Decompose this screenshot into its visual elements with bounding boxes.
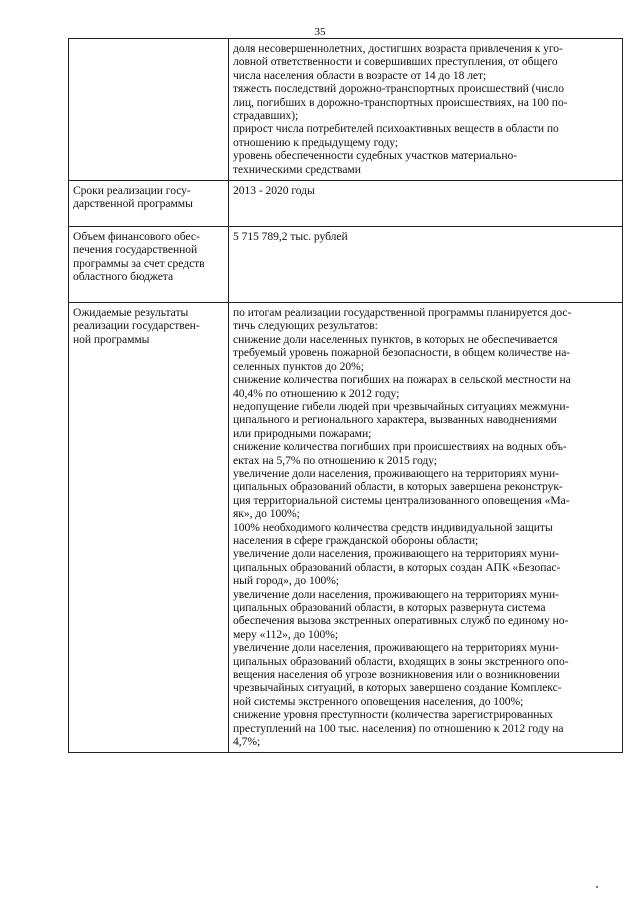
table-row bbox=[69, 303, 623, 753]
content-line: населения в сфере гражданской обороны области; bbox=[233, 533, 479, 547]
content-line: ципальных образований области, в которых создан АПК «Безопас- bbox=[233, 560, 561, 574]
content-line: ной системы экстренного оповещения населения, до 100%; bbox=[233, 694, 524, 708]
content-line: увеличение доли населения, проживающего на территориях муни- bbox=[233, 641, 559, 655]
label-line: реализации государствен- bbox=[73, 319, 200, 333]
content-line: увеличение доли населения, проживающего на территориях муни- bbox=[233, 587, 559, 601]
content-line: тичь следующих результатов: bbox=[233, 319, 378, 333]
content-line: селенных пунктов до 20%; bbox=[233, 359, 364, 373]
content-line: прирост числа потребителей психоактивных веществ в области по bbox=[233, 122, 559, 136]
content-line: обеспечения вызова экстренных оперативных служб по единому но- bbox=[233, 614, 569, 628]
table-row bbox=[69, 39, 623, 181]
row-content bbox=[229, 39, 623, 181]
content-line: тяжесть последствий дорожно-транспортных происшествий (число bbox=[233, 82, 564, 96]
content-line: увеличение доли населения, проживающего на территориях муни- bbox=[233, 547, 559, 561]
content-line: меру «112», до 100%; bbox=[233, 627, 339, 641]
row-content bbox=[229, 181, 623, 227]
content-line: ловной ответственности и совершивших преступления, от общего bbox=[233, 55, 558, 69]
content-line: 5 715 789,2 тыс. рублей bbox=[233, 230, 348, 244]
label-line: программы за счет средств bbox=[73, 256, 205, 270]
label-line: Объем финансового обес- bbox=[73, 230, 200, 244]
content-line: ципальных образований области, входящих в зоны экстренного опо- bbox=[233, 654, 569, 668]
label-line: Ожидаемые результаты bbox=[73, 306, 189, 320]
label-line: областного бюджета bbox=[73, 270, 174, 284]
content-line: ципальных образований области, в которых завершена реконструк- bbox=[233, 480, 563, 494]
content-line: отношению к предыдущему году; bbox=[233, 135, 399, 149]
content-line: вещения населения об угрозе возникновения или о возникновении bbox=[233, 668, 560, 682]
content-line: снижение уровня преступности (количества зарегистрированных bbox=[233, 708, 553, 722]
content-line: лиц, погибших в дорожно-транспортных происшествиях, на 100 по- bbox=[233, 95, 568, 109]
label-line: дарственной программы bbox=[73, 197, 193, 211]
row-label bbox=[69, 227, 229, 303]
content-line: преступлений на 100 тыс. населения) по отношению к 2012 году на bbox=[233, 721, 564, 735]
scan-dot-mark bbox=[596, 886, 598, 888]
content-line: снижение количества погибших на пожарах в сельской местности на bbox=[233, 373, 571, 387]
content-line: 2013 - 2020 годы bbox=[233, 184, 315, 198]
content-line: или природными пожарами; bbox=[233, 426, 372, 440]
table-row bbox=[69, 181, 623, 227]
content-line: ция территориальной системы централизованного оповещения «Ма- bbox=[233, 493, 570, 507]
row-label bbox=[69, 303, 229, 753]
content-line: ный город», до 100%; bbox=[233, 574, 339, 588]
content-line: ципальных образований области, в которых развернута система bbox=[233, 601, 546, 614]
content-line: требуемый уровень пожарной безопасности, в общем количестве на- bbox=[233, 346, 571, 360]
program-passport-table bbox=[68, 38, 623, 753]
content-line: увеличение доли населения, проживающего на территориях муни- bbox=[233, 466, 559, 480]
row-label bbox=[69, 181, 229, 227]
content-line: снижение доли населенных пунктов, в которых не обеспечивается bbox=[233, 332, 558, 346]
content-line: уровень обеспеченности судебных участков материально- bbox=[233, 149, 518, 163]
table-row bbox=[69, 227, 623, 303]
content-line: снижение количества погибших при происшествиях на водных объ- bbox=[233, 440, 567, 454]
row-label bbox=[69, 39, 229, 181]
row-content bbox=[229, 227, 623, 303]
content-line: 40,4% по отношению к 2012 году; bbox=[233, 386, 400, 400]
content-line: чрезвычайных ситуаций, в которых завершено создание Комплекс- bbox=[233, 681, 562, 695]
content-line: 4,7%; bbox=[233, 735, 261, 749]
content-line: техническими средствами bbox=[233, 162, 361, 176]
content-line: страдавших); bbox=[233, 109, 299, 123]
label-line: ной программы bbox=[73, 332, 150, 346]
content-line: по итогам реализации государственной программы планируется дос- bbox=[233, 306, 572, 320]
content-line: 100% необходимого количества средств индивидуальной защиты bbox=[233, 520, 553, 534]
content-line: недопущение гибели людей при чрезвычайных ситуациях межмуни- bbox=[233, 399, 570, 413]
label-line: Сроки реализации госу- bbox=[73, 184, 191, 198]
content-line: числа населения области в возрасте от 14 до 18 лет; bbox=[233, 68, 487, 82]
row-content bbox=[229, 303, 623, 753]
label-line: печения государственной bbox=[73, 243, 198, 257]
page-number: 35 bbox=[314, 26, 326, 38]
content-line: як», до 100%; bbox=[233, 507, 300, 521]
content-line: ектах на 5,7% по отношению к 2015 году; bbox=[233, 453, 437, 467]
content-line: ципального и регионального характера, вызванных наводнениями bbox=[233, 413, 557, 427]
content-line: доля несовершеннолетних, достигших возраста привлечения к уго- bbox=[233, 42, 563, 55]
